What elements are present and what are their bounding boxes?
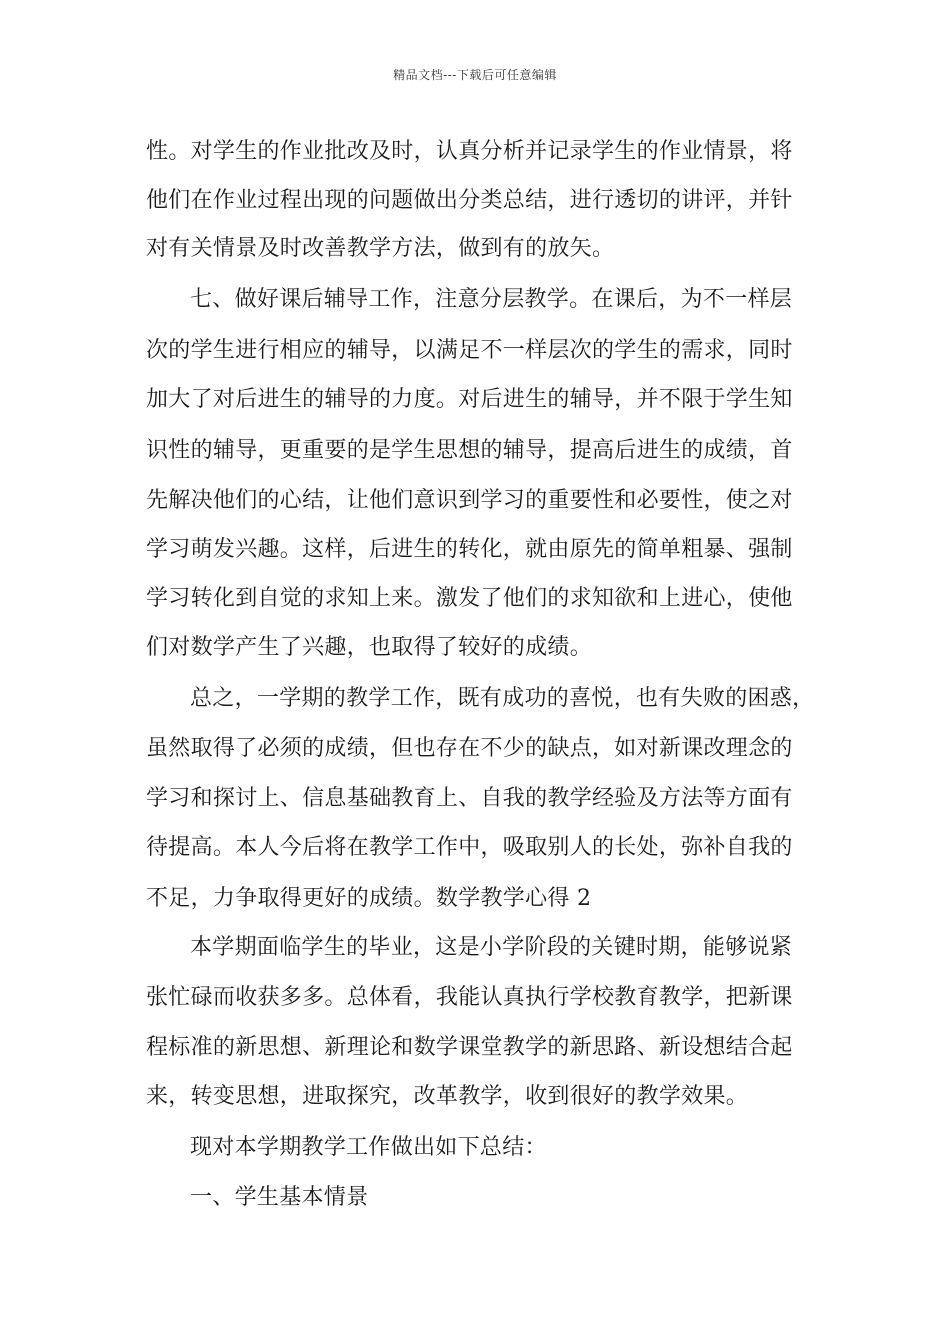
text-line: 识性的辅导，更重要的是学生思想的辅导，提高后进生的成绩，首 (146, 438, 793, 463)
text-line: 待提高。本人今后将在教学工作中，吸取别人的长处，弥补自我的 (146, 835, 793, 860)
text-line: 性。对学生的作业批改及时，认真分析并记录学生的作业情景，将 (146, 139, 793, 164)
text-line: 学习转化到自觉的求知上来。激发了他们的求知欲和上进心，使他 (146, 586, 793, 611)
page-header: 精品文档---下载后可任意编辑 (393, 68, 557, 82)
text-line: 虽然取得了必须的成绩，但也存在不少的缺点，如对新课改理念的 (146, 736, 793, 761)
text-line: 对有关情景及时改善教学方法，做到有的放矢。 (146, 236, 615, 261)
text-line: 加大了对后进生的辅导的力度。对后进生的辅导，并不限于学生知 (146, 387, 793, 412)
text-line: 程标准的新思想、新理论和数学课堂教学的新思路、新设想结合起 (146, 1035, 793, 1060)
text-line: 不足，力争取得更好的成绩。数学教学心得 2 (146, 886, 592, 911)
text-line: 现对本学期教学工作做出如下总结： (190, 1135, 547, 1160)
text-line: 来，转变思想，进取探究，改革教学，收到很好的教学效果。 (146, 1084, 749, 1109)
text-line: 本学期面临学生的毕业，这是小学阶段的关键时期，能够说紧 (190, 935, 793, 960)
text-line: 们对数学产生了兴趣，也取得了较好的成绩。 (146, 635, 593, 660)
text-line: 次的学生进行相应的辅导，以满足不一样层次的学生的需求，同时 (146, 338, 793, 363)
text-line: 总之，一学期的教学工作，既有成功的喜悦，也有失败的困惑， (190, 686, 815, 711)
text-line: 张忙碌而收获多多。总体看，我能认真执行学校教育教学，把新课 (146, 985, 793, 1010)
text-line: 先解决他们的心结，让他们意识到学习的重要性和必要性，使之对 (146, 488, 793, 513)
section-heading: 一、学生基本情景 (190, 1185, 369, 1210)
text-line: 七、做好课后辅导工作，注意分层教学。在课后，为不一样层 (190, 287, 793, 312)
text-line: 他们在作业过程出现的问题做出分类总结，进行透切的讲评，并针 (146, 188, 793, 213)
text-line: 学习萌发兴趣。这样，后进生的转化，就由原先的简单粗暴、强制 (146, 537, 793, 562)
text-line: 学习和探讨上、信息基础教育上、自我的教学经验及方法等方面有 (146, 786, 793, 811)
